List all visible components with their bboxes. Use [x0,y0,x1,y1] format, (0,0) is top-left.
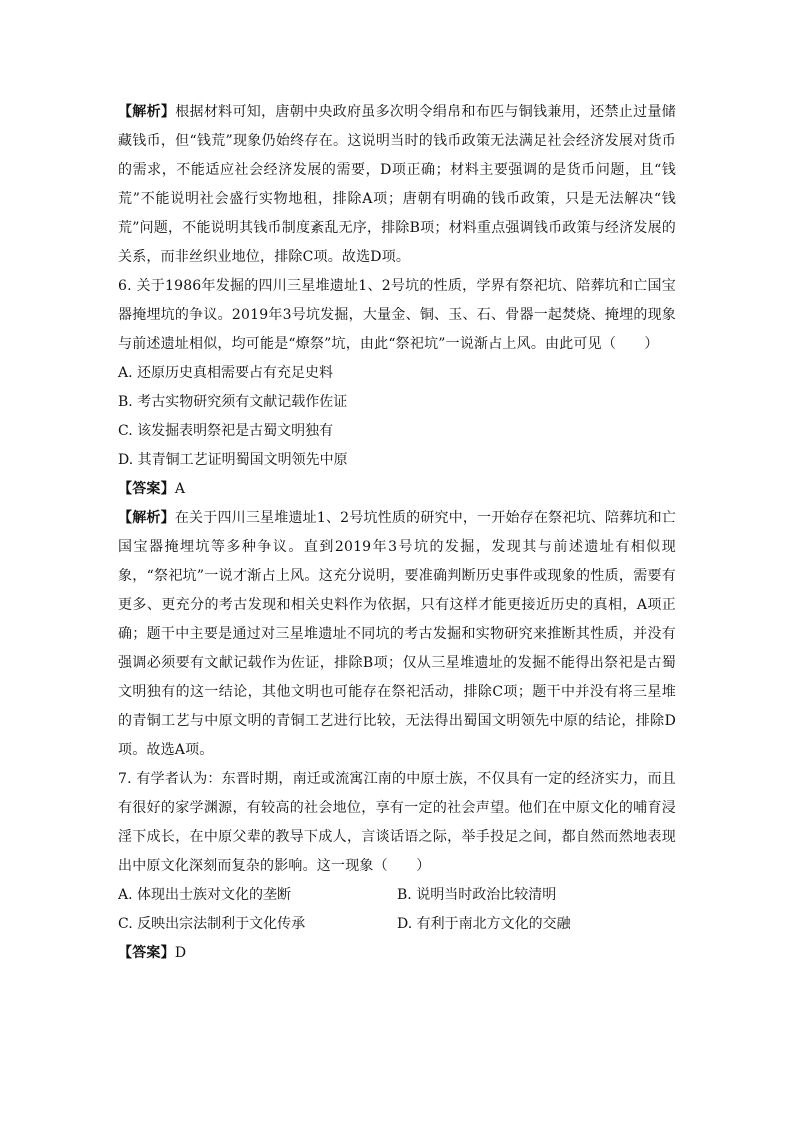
q5-analysis [118,98,676,272]
q6-option-d: D. 其青铜工艺证明蜀国文明领先中原 [118,452,348,468]
q7-answer [118,939,676,968]
q7-stem: 7. 有学者认为：东晋时期，南迁或流寓江南的中原士族，不仅具有一定的经济实力，而且有很好的家学渊源，有较高的社会地位，享有一定的社会声望。他们在中原文化的哺育浸淫下成长，在中原父辈的教导下成人，言谈话语之际，举手投足之间，都自然而然地表现出中原文化深刻而复杂的影响。这一现象（ ） [118,771,677,874]
q7-option-b: B. 说明当时政治比较清明 [397,887,557,903]
q6-answer [118,475,676,504]
document-page [118,98,676,968]
q7-options-row-2 [118,910,676,939]
analysis-text: 根据材料可知，唐朝中央政府虽多次明令绢帛和布匹与铜钱兼用，还禁止过量储藏钱币，但“钱荒”现象仍始终存在。这说明当时的钱币政策无法满足社会经济发展对货币的需求，不能适应社会经济发展的需要，D项正确；材料主要强调的是货币问题，且“钱荒”不能说明社会盛行实物地租，排除A项；唐朝有明确的钱币政策，只是无法解决“钱荒”问题，不能说明其钱币制度紊乱无序，排除B项；材料重点强调钱币政策与经济发展的关系，而非丝织业地位，排除C项。故选D项。 [118,104,676,265]
q6-option-b: B. 考古实物研究须有文献记载作佐证 [118,394,348,410]
answer-label: 【答案】 [118,945,175,961]
q7-option-a: A. 体现出士族对文化的垄断 [118,887,292,903]
analysis-label: 【解析】 [118,104,176,120]
q6-option-a: A. 还原历史真相需要占有充足史料 [118,365,334,381]
analysis-text: 在关于四川三星堆遗址1、2号坑性质的研究中，一开始存在祭祀坑、陪葬坑和亡国宝器掩埋坑等多种争议。直到2019年3号坑的发掘，发现其与前述遗址有相似现象，“祭祀坑”一说才渐占上风。这充分说明，要准确判断历史事件或现象的性质，需要有更多、更充分的考古发现和相关史料作为依据，只有这样才能更接近历史的真相，A项正确；题干中主要是通过对三星堆遗址不同坑的考古发掘和实物研究来推断其性质，并没有强调必须要有文献记载作为佐证，排除B项；仅从三星堆遗址的发掘不能得出祭祀是古蜀文明独有的这一结论，其他文明也可能存在祭祀活动，排除C项；题干中并没有将三星堆的青铜工艺与中原文明的青铜工艺进行比较，无法得出蜀国文明领先中原的结论，排除D项。故选A项。 [118,510,676,758]
analysis-label: 【解析】 [118,510,175,526]
q7-option-c: C. 反映出宗法制利于文化传承 [118,916,306,932]
answer-value: A [174,481,186,497]
answer-value: D [174,945,187,961]
q6-option-c: C. 该发掘表明祭祀是古蜀文明独有 [118,423,334,439]
answer-label: 【答案】 [118,481,175,497]
q7-options-row-1 [118,881,676,910]
q7-option-d: D. 有利于南北方文化的交融 [397,916,571,932]
q6-analysis [118,504,676,765]
q6-stem: 6. 关于1986年发掘的四川三星堆遗址1、2号坑的性质，学界有祭祀坑、陪葬坑和亡国宝器掩埋坑的争议。2019年3号坑发掘，大量金、铜、玉、石、骨器一起焚烧、掩埋的现象与前述遗址相似，均可能是“燎祭”坑，由此“祭祀坑”一说渐占上风。由此可见（ ） [118,278,676,352]
